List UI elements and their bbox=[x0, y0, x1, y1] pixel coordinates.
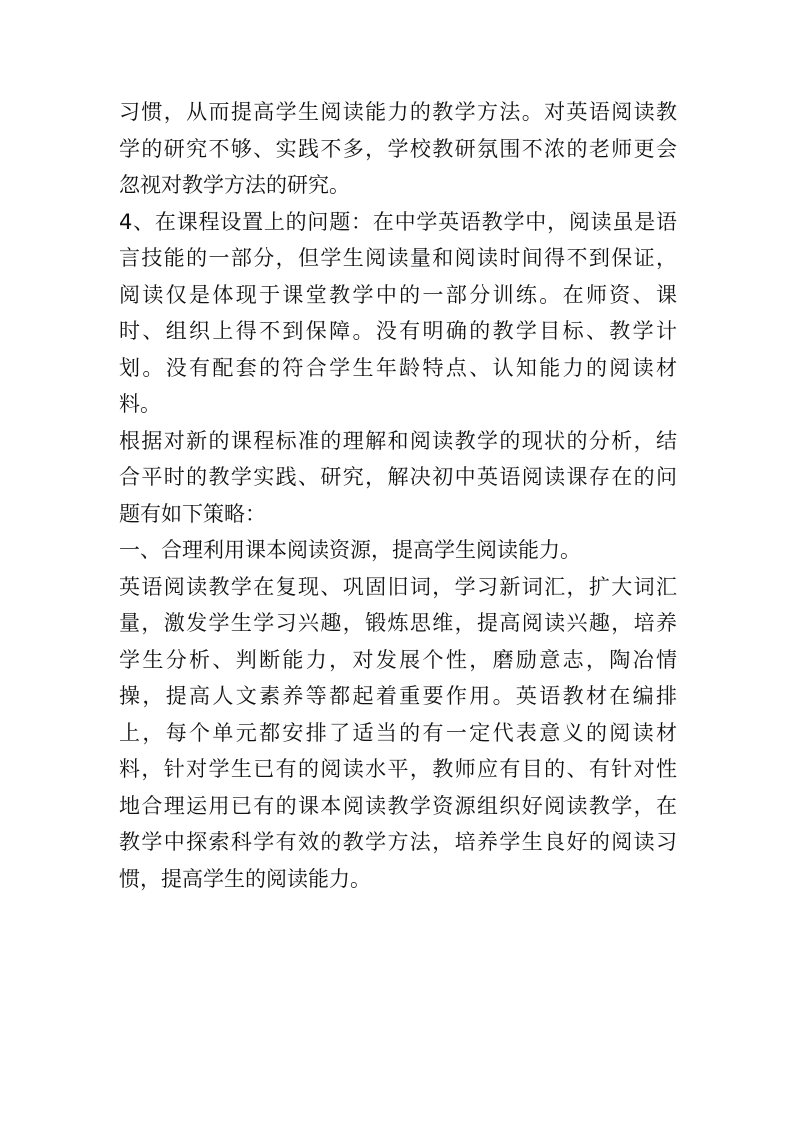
text-line: 量，激发学生学习兴趣，锻炼思维，提高阅读兴趣，培养 bbox=[119, 611, 677, 635]
text-line: 4、在课程设置上的问题：在中学英语教学中，阅读虽是语 bbox=[119, 209, 677, 234]
text-line: 习惯，从而提高学生阅读能力的教学方法。对英语阅读教 bbox=[119, 100, 677, 124]
text-line: 言技能的一部分，但学生阅读量和阅读时间得不到保证， bbox=[119, 246, 677, 270]
text-line: 学的研究不够、实践不多，学校教研氛围不浓的老师更会 bbox=[119, 136, 677, 161]
text-line: 根据对新的课程标准的理解和阅读教学的现状的分析，结 bbox=[119, 428, 677, 453]
text-line: 料，针对学生已有的阅读水平，教师应有目的、有针对性 bbox=[119, 757, 677, 781]
text-line: 忽视对教学方法的研究。 bbox=[119, 173, 350, 197]
text-line: 操，提高人文素养等都起着重要作用。英语教材在编排 bbox=[119, 684, 677, 708]
text-line: 题有如下策略： bbox=[119, 501, 266, 526]
text-line: 地合理运用已有的课本阅读教学资源组织好阅读教学，在 bbox=[119, 793, 677, 818]
paragraph-3 bbox=[119, 423, 677, 533]
section-heading bbox=[119, 532, 677, 569]
text-line: 合平时的教学实践、研究，解决初中英语阅读课存在的问 bbox=[119, 465, 677, 489]
text-line: 时、组织上得不到保障。没有明确的教学目标、教学计 bbox=[119, 319, 677, 343]
heading-line: 一、合理利用课本阅读资源，提高学生阅读能力。 bbox=[119, 538, 581, 562]
paragraph-2 bbox=[119, 204, 677, 423]
text-line: 英语阅读教学在复现、巩固旧词，学习新词汇，扩大词汇 bbox=[119, 574, 677, 599]
text-line: 教学中探索科学有效的教学方法，培养学生良好的阅读习 bbox=[119, 830, 677, 854]
text-line: 上，每个单元都安排了适当的有一定代表意义的阅读材 bbox=[119, 720, 677, 745]
paragraph-1 bbox=[119, 94, 677, 204]
document-page bbox=[119, 94, 677, 897]
text-line: 学生分析、判断能力，对发展个性，磨励意志，陶冶情 bbox=[119, 647, 677, 672]
text-line: 料。 bbox=[119, 392, 161, 416]
paragraph-5 bbox=[119, 569, 677, 898]
text-line: 划。没有配套的符合学生年龄特点、认知能力的阅读材 bbox=[119, 355, 677, 380]
text-line: 惯，提高学生的阅读能力。 bbox=[119, 866, 371, 891]
text-line: 阅读仅是体现于课堂教学中的一部分训练。在师资、课 bbox=[119, 282, 677, 307]
